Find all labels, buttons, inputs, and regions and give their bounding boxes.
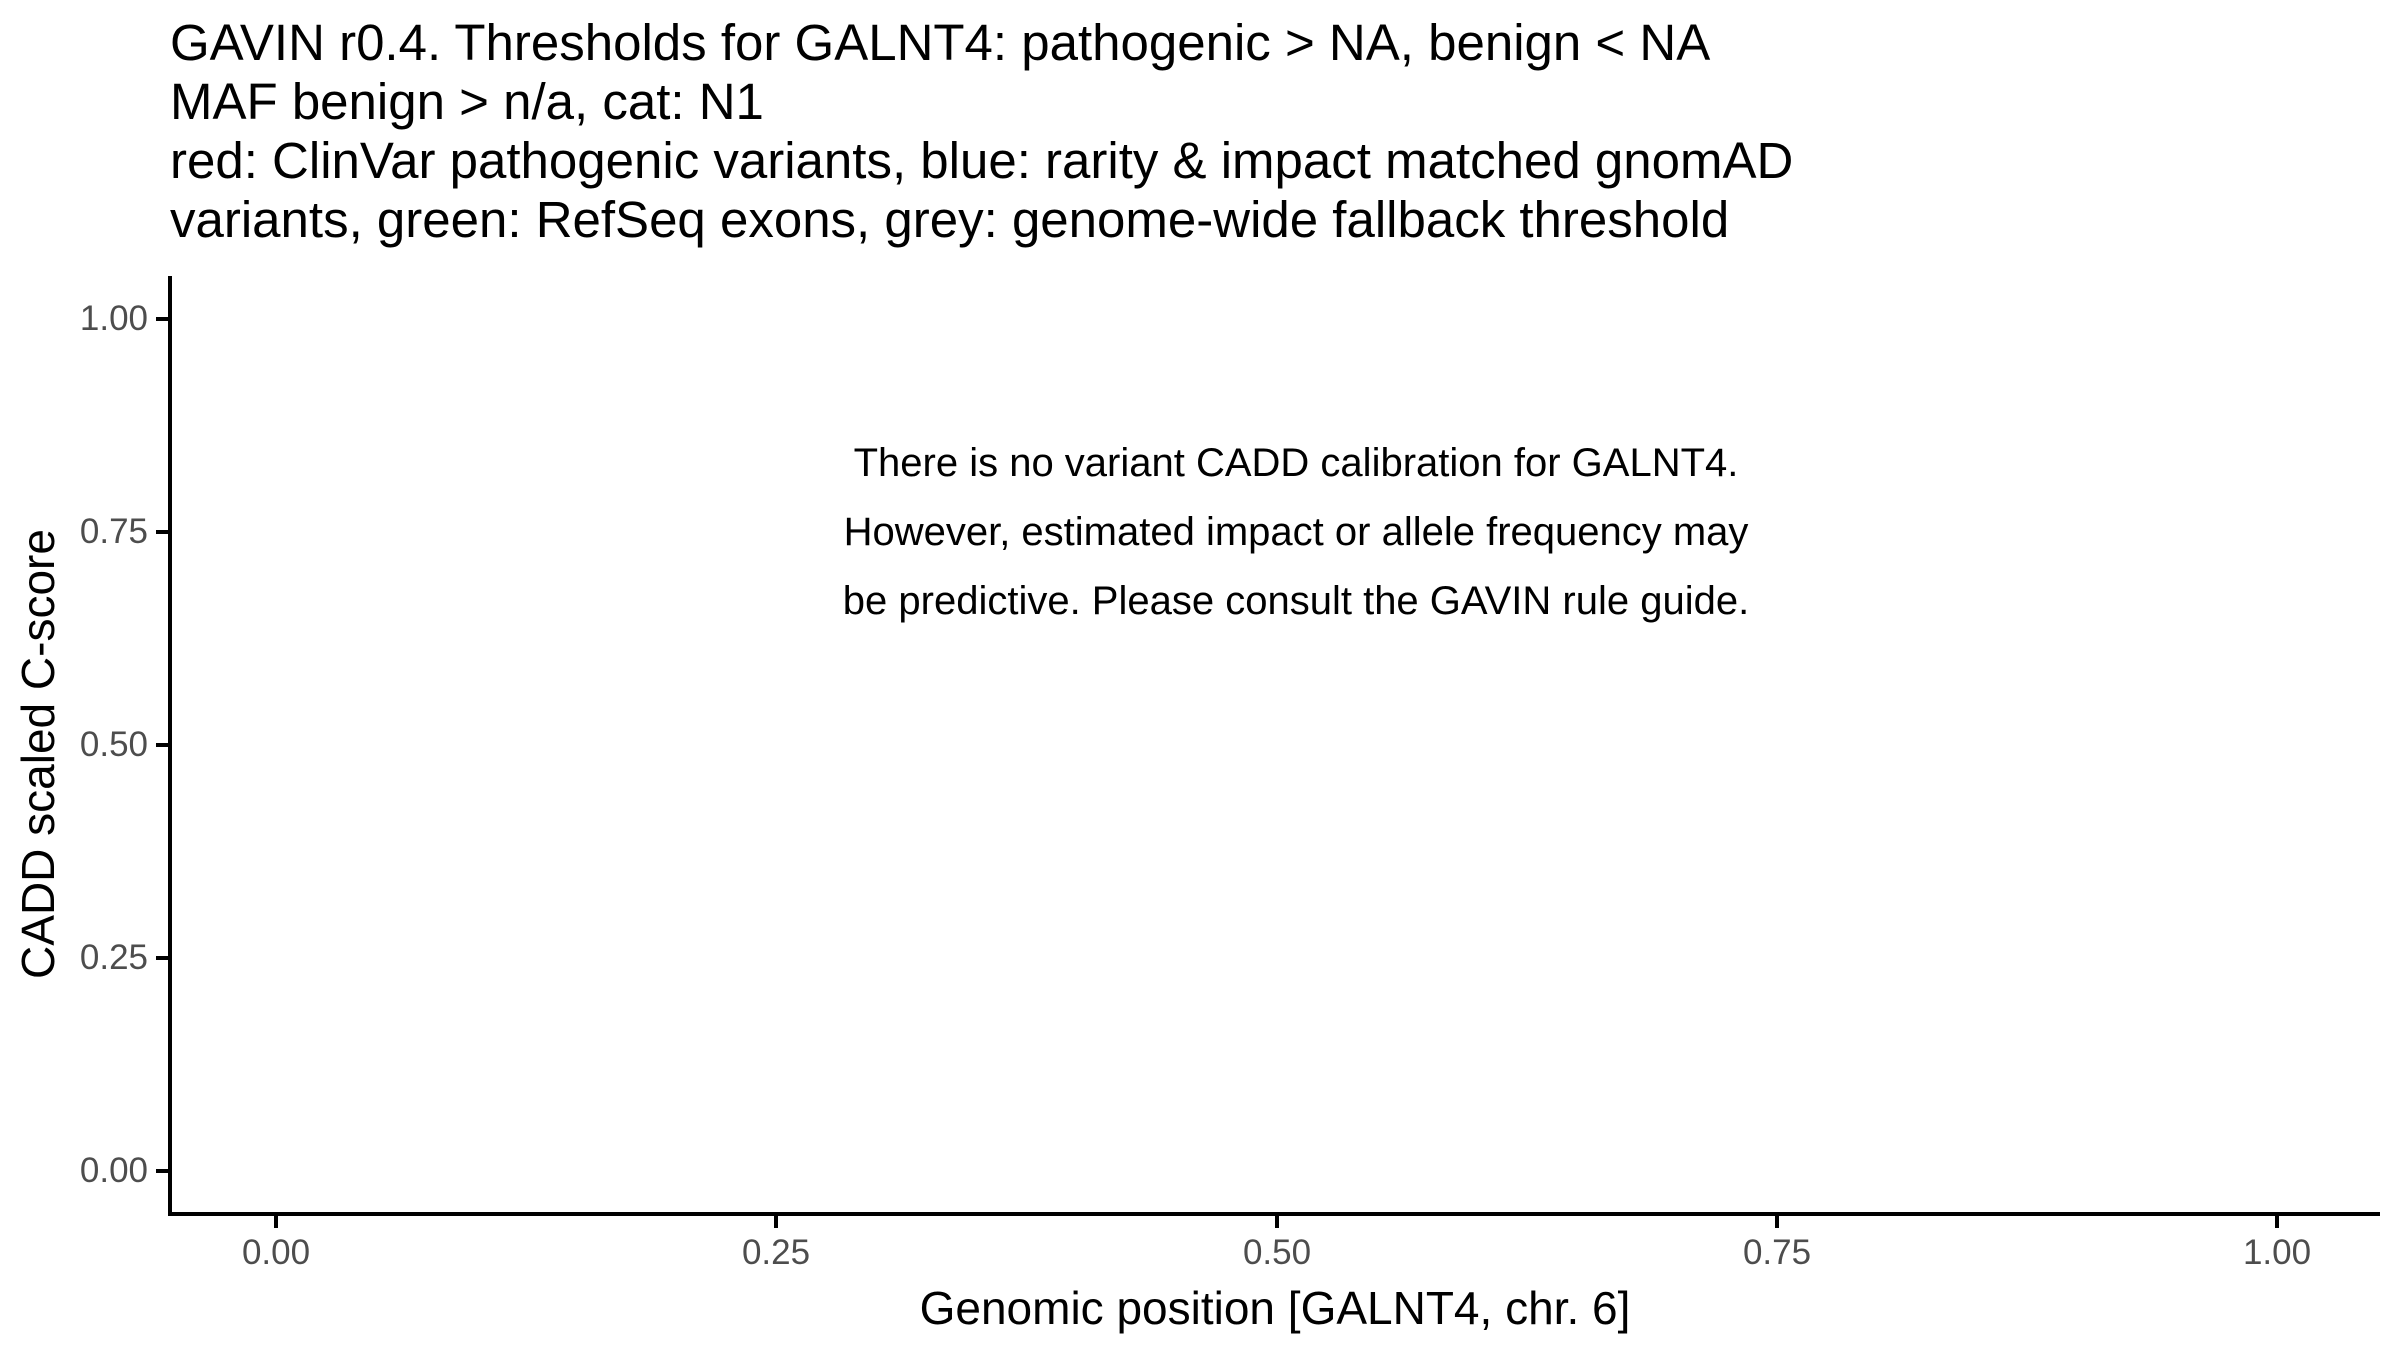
y-tick-label: 0.75: [79, 512, 148, 551]
x-tick-label: 0.75: [1742, 1233, 1812, 1272]
x-axis-tick: [1275, 1216, 1279, 1228]
x-tick-label: 0.25: [741, 1233, 811, 1272]
x-axis-line: [168, 1212, 2380, 1216]
plot-title-line: red: ClinVar pathogenic variants, blue: rarity & impact matched gnomAD: [170, 132, 1794, 189]
plot-title-line: variants, green: RefSeq exons, grey: genome-wide fallback threshold: [170, 191, 1730, 248]
y-axis-title: CADD scaled C-score: [12, 529, 64, 979]
annotation-line: However, estimated impact or allele frequency may: [843, 510, 1749, 554]
plot-title-line: MAF benign > n/a, cat: N1: [170, 73, 764, 130]
y-tick-label: 0.00: [79, 1151, 148, 1190]
x-axis-tick: [774, 1216, 778, 1228]
x-axis-title: Genomic position [GALNT4, chr. 6]: [919, 1282, 1631, 1334]
y-tick-label: 0.25: [79, 938, 148, 977]
y-tick-label: 1.00: [79, 299, 148, 338]
x-axis-tick: [274, 1216, 278, 1228]
x-tick-label: 0.50: [1242, 1233, 1312, 1272]
x-axis-tick: [1775, 1216, 1779, 1228]
y-axis-tick: [156, 743, 170, 747]
y-tick-label: 0.50: [79, 725, 148, 764]
plot-title: [170, 13, 1793, 249]
plot-annotation: [696, 429, 1896, 636]
y-axis-tick: [156, 317, 170, 321]
annotation-line: There is no variant CADD calibration for GALNT4.: [853, 441, 1739, 485]
annotation-line: be predictive. Please consult the GAVIN rule guide.: [842, 579, 1750, 623]
y-axis-tick: [156, 530, 170, 534]
x-axis-tick: [2275, 1216, 2279, 1228]
x-tick-label: 0.00: [241, 1233, 311, 1272]
y-axis-tick: [156, 956, 170, 960]
plot-title-line: GAVIN r0.4. Thresholds for GALNT4: pathogenic > NA, benign < NA: [170, 14, 1711, 71]
x-tick-label: 1.00: [2242, 1233, 2312, 1272]
y-axis-tick: [156, 1169, 170, 1173]
plot-panel: [172, 276, 2378, 1212]
